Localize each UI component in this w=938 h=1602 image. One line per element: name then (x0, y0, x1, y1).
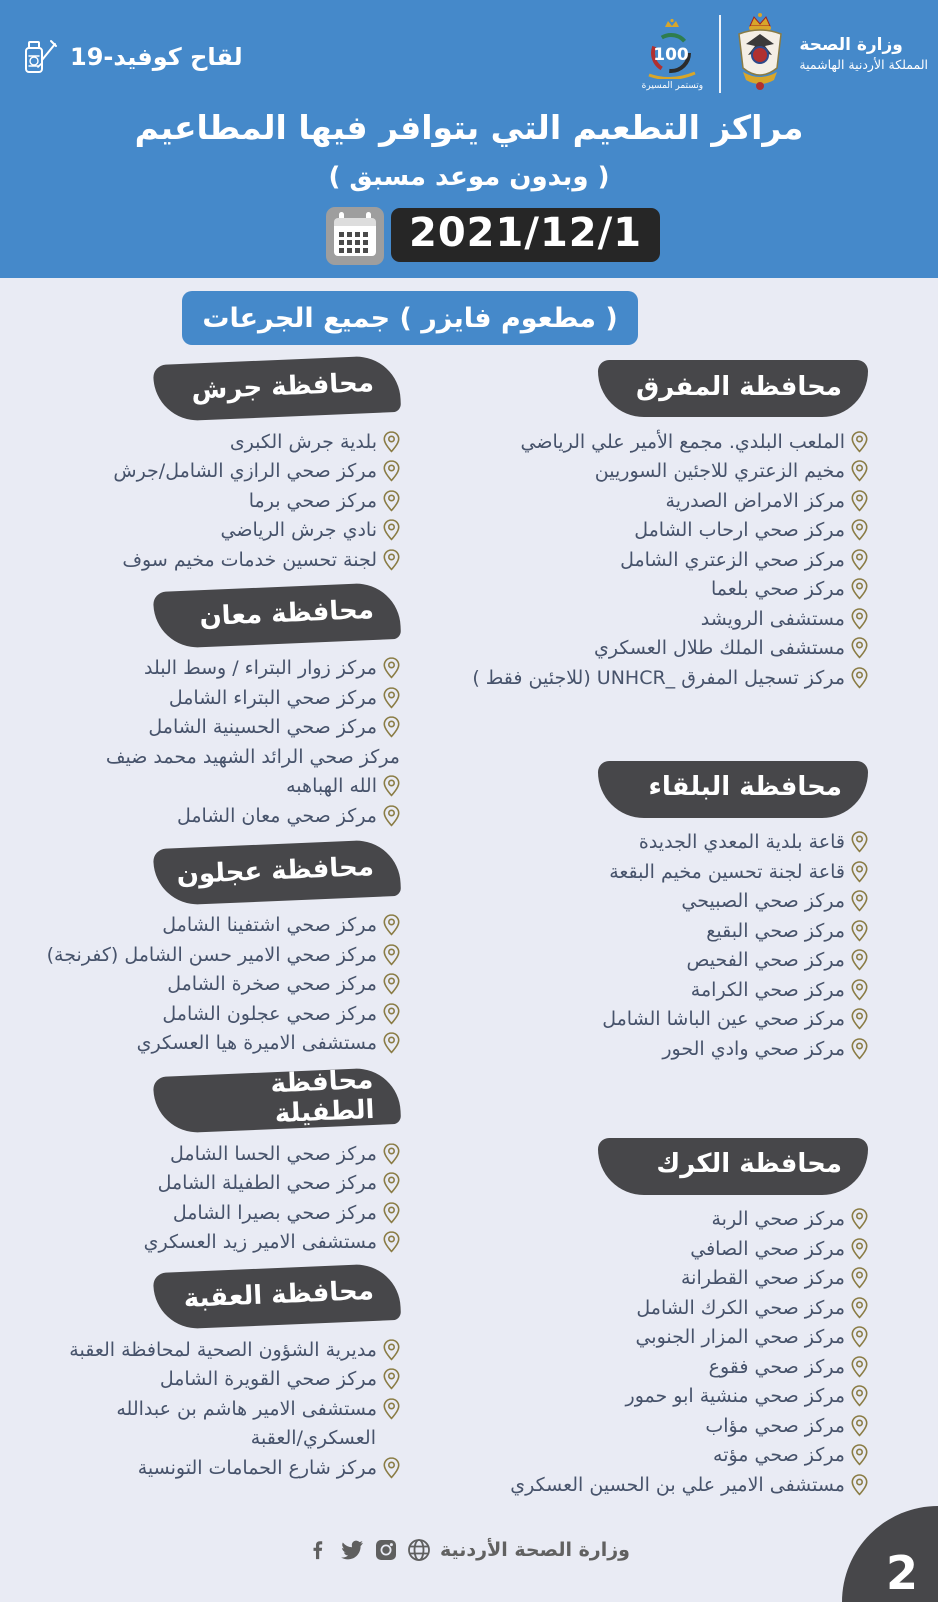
center-item (28, 999, 400, 1029)
governorate-banner: محافظة الكرك (598, 1138, 868, 1195)
location-pin-icon (851, 1267, 868, 1289)
center-item (468, 946, 868, 976)
center-item (468, 1352, 868, 1382)
location-pin-icon (383, 460, 400, 482)
location-pin-icon (383, 490, 400, 512)
pfizer-all-doses-banner: ( مطعوم فايزر ) جميع الجرعات (182, 291, 638, 345)
centers-list (468, 828, 868, 1064)
footer (0, 1538, 938, 1562)
center-name: مركز تسجيل المفرق _UNHCR (للاجئين فقط ) (472, 666, 845, 689)
location-pin-icon (851, 1297, 868, 1319)
center-name: مركز صحي صخرة الشامل (167, 973, 377, 996)
location-pin-icon (383, 431, 400, 453)
center-item (468, 1205, 868, 1235)
center-name: مركز صحي منشية ابو حمور (625, 1385, 845, 1408)
center-item (468, 457, 868, 487)
center-name: العسكري/العقبة (250, 1427, 376, 1450)
svg-text:100: 100 (653, 45, 690, 65)
center-name: مركز صحي الربة (711, 1208, 845, 1231)
centennial-caption: وتستمر المسيرة (641, 81, 704, 91)
footer-ministry-name: وزارة الصحة الأردنية (440, 1539, 630, 1561)
center-name: مستشفى الامير هاشم بن عبدالله (116, 1397, 377, 1420)
header (0, 0, 938, 278)
centers-list (28, 1139, 400, 1257)
location-pin-icon (851, 1385, 868, 1407)
center-name: مديرية الشؤون الصحية لمحافظة العقبة (69, 1338, 377, 1361)
center-name: مركز الامراض الصدرية (665, 489, 845, 512)
center-item (28, 1453, 400, 1483)
center-item (28, 683, 400, 713)
location-pin-icon (851, 519, 868, 541)
center-name: مركز صحي الفحيص (686, 949, 845, 972)
location-pin-icon (383, 775, 400, 797)
location-pin-icon (851, 920, 868, 942)
location-pin-icon (383, 687, 400, 709)
governorate-banner: محافظة الطفيلة (153, 1067, 401, 1134)
center-name: مستشفى الامير زيد العسكري (143, 1231, 377, 1254)
center-item (28, 654, 400, 684)
location-pin-icon (851, 431, 868, 453)
location-pin-icon (383, 1339, 400, 1361)
centers-list (28, 1335, 400, 1483)
center-name: الملعب البلدي. مجمع الأمير علي الرياضي (520, 430, 845, 453)
center-item (28, 713, 400, 743)
location-pin-icon (383, 1003, 400, 1025)
center-item (468, 828, 868, 858)
twitter-icon (339, 1538, 365, 1562)
governorate-section (28, 1064, 400, 1257)
center-name: مركز صحي القويرة الشامل (159, 1368, 377, 1391)
center-item (468, 604, 868, 634)
location-pin-icon (383, 944, 400, 966)
center-name: مركز صحي القطرانة (680, 1267, 845, 1290)
centers-list (468, 427, 868, 693)
center-name: مركز صحي الصافي (690, 1237, 845, 1260)
center-item (28, 457, 400, 487)
governorate-section (468, 761, 868, 1064)
center-item (28, 772, 400, 802)
center-item (28, 486, 400, 516)
center-name: مركز صحي وادي الحور (662, 1037, 845, 1060)
location-pin-icon (383, 914, 400, 936)
center-item (28, 1198, 400, 1228)
centers-list (28, 427, 400, 575)
location-pin-icon (383, 1368, 400, 1390)
governorate-banner: محافظة المفرق (598, 360, 868, 417)
location-pin-icon (851, 608, 868, 630)
center-name: الله الهباهبه (286, 775, 377, 798)
center-item (468, 1234, 868, 1264)
page-number-wedge (842, 1506, 938, 1602)
center-name: مركز صحي الطفيلة الشامل (157, 1172, 377, 1195)
center-item (28, 801, 400, 831)
location-pin-icon (383, 657, 400, 679)
location-pin-icon (383, 1172, 400, 1194)
center-item (28, 940, 400, 970)
center-name: مستشفى الرويشد (700, 607, 845, 630)
center-name: مركز صحي مؤته (713, 1444, 845, 1467)
location-pin-icon (383, 973, 400, 995)
center-name: مركز صحي المزار الجنوبي (635, 1326, 845, 1349)
page-number: 2 (885, 1546, 918, 1600)
center-item (468, 575, 868, 605)
center-name: مركز صحي البتراء الشامل (168, 686, 377, 709)
location-pin-icon (383, 1457, 400, 1479)
center-item (28, 1365, 400, 1395)
social-icons (308, 1538, 431, 1562)
governorate-banner: محافظة عجلون (153, 838, 401, 905)
center-item (28, 1424, 400, 1454)
center-name: مركز صحي معان الشامل (176, 804, 377, 827)
center-name: مركز صحي فقوع (708, 1355, 845, 1378)
center-name: مركز صحي الزعتري الشامل (620, 548, 845, 571)
center-name: مركز صحي الرائد الشهيد محمد ضيف (105, 745, 400, 768)
center-item (468, 1293, 868, 1323)
instagram-icon (374, 1538, 398, 1562)
location-pin-icon (851, 1444, 868, 1466)
location-pin-icon (851, 1008, 868, 1030)
center-name: مركز صحي اشتفينا الشامل (162, 914, 377, 937)
governorate-banner: محافظة العقبة (153, 1263, 401, 1330)
center-name: مركز صحي الحسا الشامل (170, 1142, 377, 1165)
location-pin-icon (851, 831, 868, 853)
center-item (468, 545, 868, 575)
center-item (468, 1441, 868, 1471)
center-name: مركز صحي الامير حسن الشامل (كفرنجة) (46, 943, 377, 966)
location-pin-icon (851, 549, 868, 571)
center-name: مستشفى الاميرة هيا العسكري (136, 1032, 377, 1055)
center-name: مركز صحي ارحاب الشامل (634, 519, 845, 542)
center-name: مركز صحي الرازي الشامل/جرش (113, 460, 377, 483)
center-item (28, 427, 400, 457)
location-pin-icon (383, 1032, 400, 1054)
center-item (468, 1005, 868, 1035)
governorate-banner: محافظة معان (153, 581, 401, 648)
date-row (325, 204, 660, 266)
centers-list (28, 654, 400, 831)
center-name: قاعة لجنة تحسين مخيم البقعة (609, 860, 845, 883)
location-pin-icon (851, 1356, 868, 1378)
governorate-banner: محافظة جرش (153, 355, 401, 422)
date-value: 2021/12/1 (391, 208, 660, 262)
calendar-icon (325, 204, 385, 266)
poster-subtitle: ( وبدون موعد مسبق ) (328, 162, 610, 192)
location-pin-icon (851, 1415, 868, 1437)
governorate-section (468, 360, 868, 693)
center-name: مركز شارع الحمامات التونسية (137, 1456, 377, 1479)
center-item (468, 634, 868, 664)
location-pin-icon (851, 578, 868, 600)
location-pin-icon (383, 1202, 400, 1224)
location-pin-icon (383, 519, 400, 541)
center-item (28, 545, 400, 575)
center-name: مركز صحي برما (248, 489, 377, 512)
column-left (28, 360, 400, 1495)
governorate-section (468, 1138, 868, 1500)
covid-label: لقاح كوفيد-19 (70, 43, 243, 71)
center-item (468, 1323, 868, 1353)
center-name: مركز صحي مؤاب (705, 1414, 845, 1437)
center-item (28, 1169, 400, 1199)
center-item (468, 887, 868, 917)
center-name: مخيم الزعتري للاجئين السوريين (594, 460, 845, 483)
center-item (468, 516, 868, 546)
location-pin-icon (383, 805, 400, 827)
center-item (28, 1228, 400, 1258)
center-name: مستشفى الملك طلال العسكري (593, 637, 845, 660)
location-pin-icon (851, 861, 868, 883)
location-pin-icon (851, 1238, 868, 1260)
location-pin-icon (383, 1143, 400, 1165)
location-pin-icon (851, 490, 868, 512)
center-item (468, 975, 868, 1005)
globe-icon (407, 1538, 431, 1562)
location-pin-icon (851, 1474, 868, 1496)
ministry-name-block (799, 34, 928, 74)
center-item (28, 1335, 400, 1365)
facebook-icon (308, 1538, 330, 1562)
center-name: لجنة تحسين خدمات مخيم سوف (122, 548, 377, 571)
coat-of-arms (731, 10, 789, 98)
center-name: مركز صحي البقيع (706, 919, 845, 942)
center-name: قاعة بلدية المعدي الجديدة (638, 831, 845, 854)
center-item (468, 916, 868, 946)
centennial-100-logo (635, 17, 709, 91)
center-item (28, 1394, 400, 1424)
governorate-banner: محافظة البلقاء (598, 761, 868, 818)
center-item (468, 1470, 868, 1500)
center-name: مركز صحي الحسينية الشامل (148, 716, 377, 739)
centers-list (28, 911, 400, 1059)
center-name: مركز صحي بصيرا الشامل (172, 1201, 377, 1224)
location-pin-icon (383, 1398, 400, 1420)
center-name: نادي جرش الرياضي (220, 519, 377, 542)
location-pin-icon (851, 1038, 868, 1060)
center-item (28, 970, 400, 1000)
center-item (28, 1029, 400, 1059)
location-pin-icon (851, 890, 868, 912)
center-item (468, 1034, 868, 1064)
center-name: مركز صحي عين الباشا الشامل (602, 1008, 845, 1031)
governorate-section (28, 844, 400, 1059)
center-item (28, 516, 400, 546)
location-pin-icon (851, 460, 868, 482)
location-pin-icon (851, 667, 868, 689)
center-item (468, 1411, 868, 1441)
center-item (468, 427, 868, 457)
vaccine-vial-icon (22, 36, 60, 78)
covid-vaccine-badge (22, 36, 243, 78)
center-item (468, 663, 868, 693)
kingdom-name: المملكة الأردنية الهاشمية (799, 57, 928, 73)
governorate-section (28, 587, 400, 831)
poster-title: مراكز التطعيم التي يتوافر فيها المطاعيم (134, 108, 804, 147)
center-name: مستشفى الامير علي بن الحسين العسكري (510, 1473, 845, 1496)
location-pin-icon (383, 1231, 400, 1253)
column-right (468, 360, 868, 1512)
center-name: مركز صحي الصبيحي (681, 890, 845, 913)
location-pin-icon (851, 1208, 868, 1230)
center-name: بلدية جرش الكبرى (229, 430, 377, 453)
location-pin-icon (851, 979, 868, 1001)
location-pin-icon (851, 1326, 868, 1348)
center-item (468, 857, 868, 887)
center-item (28, 1139, 400, 1169)
center-name: مركز صحي الكرامة (690, 978, 845, 1001)
center-item (468, 1264, 868, 1294)
location-pin-icon (851, 949, 868, 971)
center-item (28, 911, 400, 941)
governorate-section (28, 360, 400, 575)
governorate-section (28, 1268, 400, 1483)
location-pin-icon (383, 549, 400, 571)
center-item (468, 486, 868, 516)
location-pin-icon (851, 637, 868, 659)
government-logos (635, 10, 928, 98)
ministry-name: وزارة الصحة (799, 35, 903, 56)
center-name: مركز زوار البتراء / وسط البلد (143, 657, 377, 680)
center-name: مركز صحي عجلون الشامل (162, 1002, 377, 1025)
center-item (468, 1382, 868, 1412)
location-pin-icon (383, 716, 400, 738)
logo-divider (719, 15, 721, 93)
centers-list (468, 1205, 868, 1500)
center-item (28, 742, 400, 772)
center-name: مركز صحي الكرك الشامل (636, 1296, 845, 1319)
center-name: مركز صحي بلعما (710, 578, 845, 601)
